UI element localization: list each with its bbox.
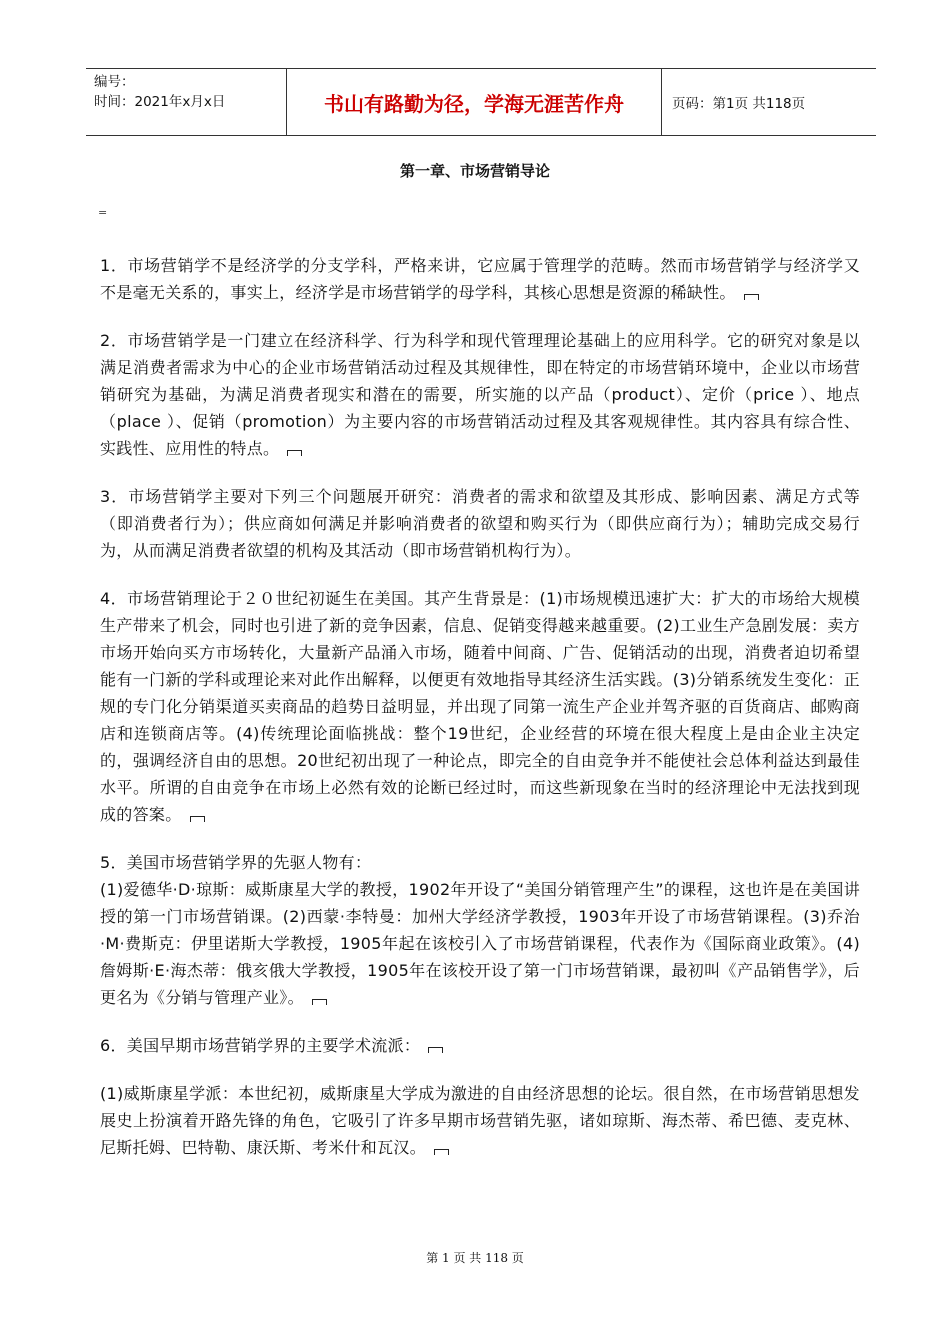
- paragraph-1: [100, 252, 860, 306]
- paragraph-text: 6．美国早期市场营销学界的主要学术流派：: [100, 1036, 421, 1055]
- paragraph-text: 4．市场营销理论于２０世纪初诞生在美国。其产生背景是：(1)市场规模迅速扩大：扩大的市场给大规模生产带来了机会，同时也引进了新的竞争因素，信息、促销变得越来越重要。(2)工业生产急剧发展：卖方市场开始向买方市场转化，大量新产品涌入市场，随着中间商、广告、促销活动的出现，消费者迫切希望能有一门新的学科或理论来对此作出解释，以便更有效地指导其经济生活实践。(3)分销系统发生变化：正规的专门化分销渠道买卖商品的趋势日益明显，并出现了同第一流生产企业并驾齐驱的百货商店、邮购商店和连锁商店等。(4)传统理论面临挑战：整个19世纪，企业经营的环境在很大程度上是由企业主决定的，强调经济自由的思想。20世纪初出现了一种论点，即完全的自由竞争并不能使社会总体利益达到最佳水平。所谓的自由竞争在市场上必然有效的论断已经过时，而这些新现象在当时的经济理论中无法找到现成的答案。: [100, 589, 860, 824]
- page-footer: 第 1 页 共 118 页: [426, 1251, 524, 1265]
- paragraph-2: [100, 327, 860, 462]
- document-body: [100, 252, 860, 1182]
- header-page-info: 页码：第1页 共118页: [672, 96, 806, 112]
- paragraph-text: 2．市场营销学是一门建立在经济科学、行为科学和现代管理理论基础上的应用科学。它的研究对象是以满足消费者需求为中心的企业市场营销活动过程及其规律性，即在特定的市场营销环境中，企业以市场营销研究为基础，为满足消费者现实和潜在的需要，所实施的以产品（product）、定价（price ）、地点（place ）、促销（promotion）为主要内容的市场营销活动过程及其客观规律性。其内容具有综合性、实践性、应用性的特点。: [100, 331, 860, 458]
- paragraph-5: [100, 849, 860, 1011]
- paragraph-3: [100, 483, 860, 564]
- paragraph-text: 1．市场营销学不是经济学的分支学科，严格来讲，它应属于管理学的范畴。然而市场营销学与经济学又不是毫无关系的，事实上，经济学是市场营销学的母学科，其核心思想是资源的稀缺性。: [100, 256, 860, 302]
- paragraph-4: [100, 585, 860, 828]
- paragraph-mark-icon: [312, 999, 327, 1005]
- header-meta: [86, 69, 286, 135]
- number-label: 编号：: [94, 74, 135, 90]
- paragraph-mark-icon: [190, 816, 205, 822]
- paragraph-text: 3．市场营销学主要对下列三个问题展开研究：消费者的需求和欲望及其形成、影响因素、满足方式等（即消费者行为）；供应商如何满足并影响消费者的欲望和购买行为（即供应商行为）；辅助完成交易行为，从而满足消费者欲望的机构及其活动（即市场营销机构行为）。: [100, 487, 860, 560]
- header-motto: 书山有路勤为径，学海无涯苦作舟: [286, 69, 662, 135]
- paragraph-text: (1)威斯康星学派：本世纪初，威斯康星大学成为激进的自由经济思想的论坛。很自然，在市场营销思想发展史上扮演着开路先锋的角色，它吸引了许多早期市场营销先驱，诸如琼斯、海杰蒂、希巴德、麦克林、尼斯托姆、巴特勒、康沃斯、考米什和瓦汉。: [100, 1084, 860, 1157]
- paragraph-mark-icon: [428, 1047, 443, 1053]
- time-label: 时间：2021年x月x日: [94, 94, 226, 110]
- paragraph-7: [100, 1080, 860, 1161]
- paragraph-mark-icon: [287, 450, 302, 456]
- paragraph-6: [100, 1032, 860, 1059]
- chapter-title: 第一章、市场营销导论: [399, 162, 550, 180]
- top-mark: =: [98, 206, 108, 219]
- paragraph-text: 5．美国市场营销学界的先驱人物有： (1)爱德华·D·琼斯：威斯康星大学的教授，1902年开设了“美国分销管理产生”的课程，这也许是在美国讲授的第一门市场营销课。(2)西蒙·李特曼：加州大学经济学教授，1903年开设了市场营销课程。(3)乔治·M·费斯克：伊里诺斯大学教授，1905年起在该校引入了市场营销课程，代表作为《国际商业政策》。(4)詹姆斯·E·海杰蒂：俄亥俄大学教授，1905年在该校开设了第一门市场营销课，最初叫《产品销售学》，后更名为《分销与管理产业》。: [100, 853, 860, 1007]
- paragraph-mark-icon: [434, 1149, 449, 1155]
- page-header: [86, 68, 876, 136]
- paragraph-mark-icon: [744, 294, 759, 300]
